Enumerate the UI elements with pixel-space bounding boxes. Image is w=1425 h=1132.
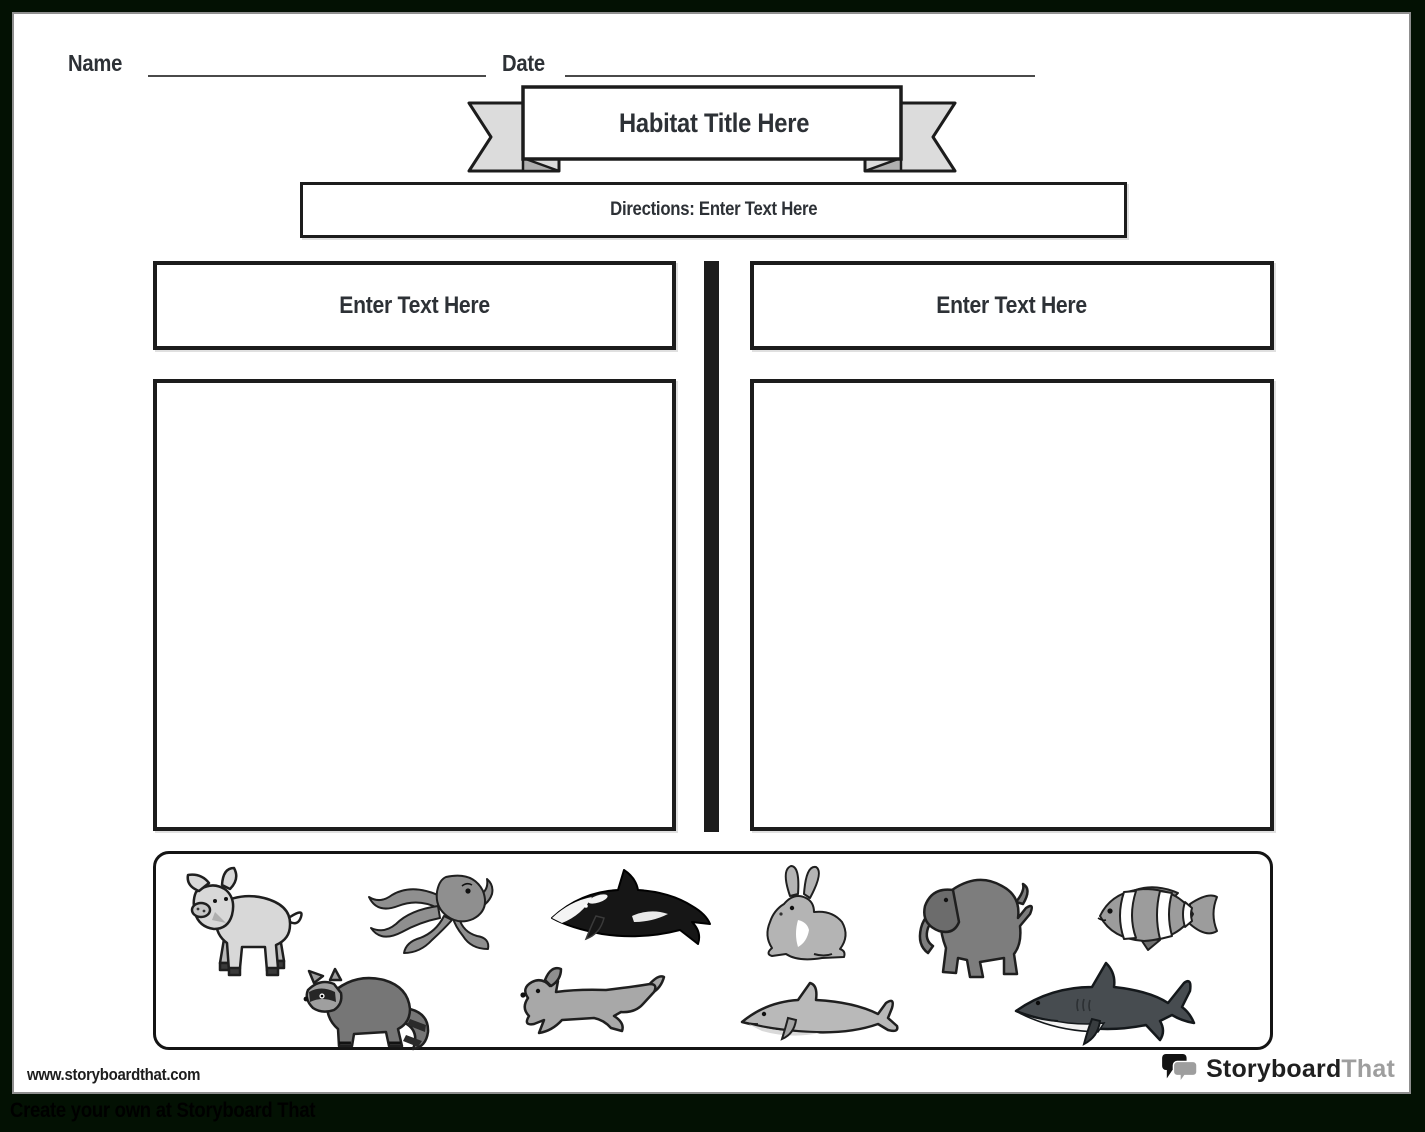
create-your-own-tagline: Create your own at Storyboard That [10,1099,316,1122]
right-column-header[interactable]: Enter Text Here [750,261,1274,350]
storyboardthat-logo [1160,1052,1395,1086]
raccoon-image[interactable] [294,959,436,1051]
date-label: Date [502,50,545,76]
pig-image[interactable] [178,859,313,981]
left-sorting-box[interactable] [153,379,676,831]
name-label: Name [68,50,123,76]
right-sorting-box[interactable] [750,379,1274,831]
orca-image[interactable] [546,866,716,956]
left-column-header[interactable]: Enter Text Here [153,261,676,350]
animal-bank-tray [153,851,1273,1050]
column-divider [704,261,719,832]
octopus-image[interactable] [356,866,506,961]
name-input-line[interactable] [148,75,486,77]
dachshund-dog-image[interactable] [508,962,666,1044]
website-url: www.storyboardthat.com [27,1065,201,1084]
rabbit-image[interactable] [754,862,852,967]
worksheet-page [12,12,1411,1094]
habitat-title[interactable]: Habitat Title Here [618,107,810,138]
speech-bubbles-icon [1160,1053,1200,1085]
directions-box[interactable]: Directions: Enter Text Here [300,182,1127,238]
date-input-line[interactable] [565,75,1035,77]
logo-text: StoryboardThat [1206,1054,1395,1083]
shark-image[interactable] [1008,959,1203,1054]
clownfish-image[interactable] [1086,880,1224,952]
dolphin-image[interactable] [738,976,916,1048]
